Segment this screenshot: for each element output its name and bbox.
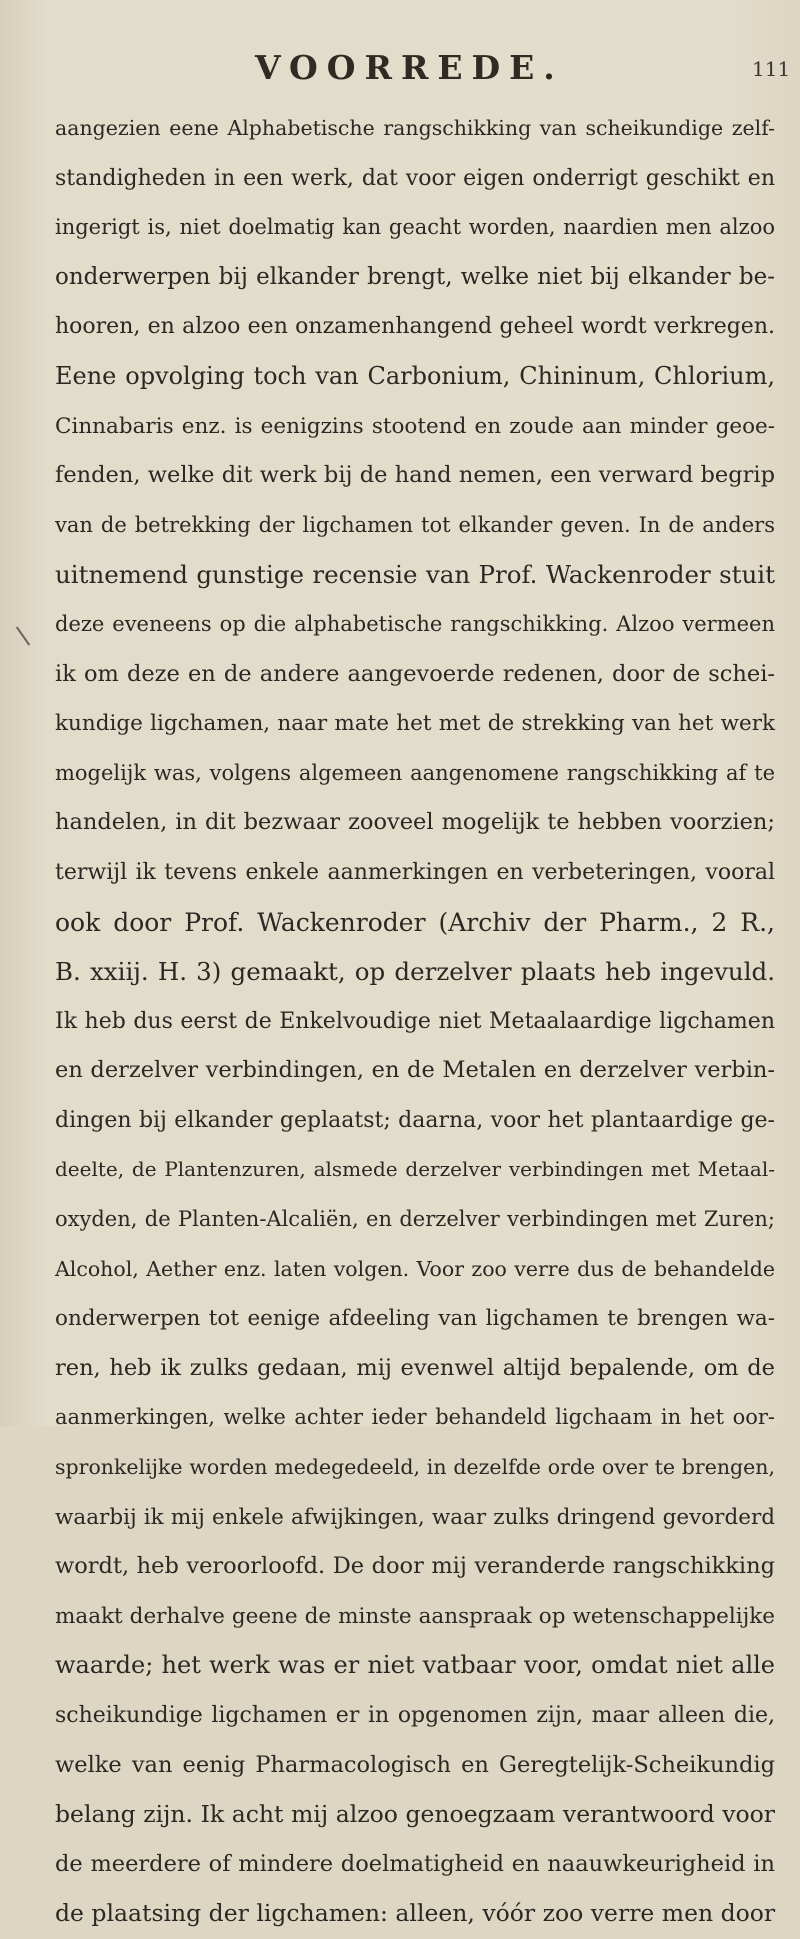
text-line: waarbij ik mij enkele afwijkingen, waar zulks dringend gevorderd — [55, 1504, 775, 1530]
text-line: de plaatsing der ligchamen: alleen, vóór zoo verre men door — [55, 1899, 776, 1928]
text-line: ook door Prof. Wackenroder (Archiv der Pharm., 2 R., — [55, 907, 775, 937]
page-header — [0, 48, 800, 88]
text-line: ik om deze en de andere aangevoerde redenen, door de schei- — [55, 660, 775, 687]
text-line: scheikundige ligchamen er in opgenomen zijn, maar alleen die, — [55, 1703, 775, 1728]
text-line: dingen bij elkander geplaatst; daarna, voor het plantaardige ge- — [55, 1107, 775, 1133]
text-line: Cinnabaris enz. is eenigzins stootend en zoude aan minder geoe- — [55, 413, 775, 439]
text-line: ingerigt is, niet doelmatig kan geacht worden, naardien men alzoo — [55, 215, 775, 240]
text-line: onderwerpen bij elkander brengt, welke niet bij elkander be- — [55, 263, 775, 290]
text-line: Eene opvolging toch van Carbonium, Chininum, Chlorium, — [55, 361, 775, 390]
text-line: welke van eenig Pharmacologisch en Geregtelijk-Scheikundig — [55, 1751, 775, 1778]
text-line: mogelijk was, volgens algemeen aangenomene rangschikking af te — [55, 760, 775, 785]
text-line: handelen, in dit bezwaar zooveel mogelijk te hebben voorzien; — [55, 809, 775, 836]
text-line: uitnemend gunstige recensie van Prof. Wackenroder stuit — [55, 560, 775, 590]
text-line: waarde; het werk was er niet vatbaar voor, omdat niet alle — [55, 1651, 775, 1680]
text-line: fenden, welke dit werk bij de hand nemen, een verward begrip — [55, 462, 775, 489]
page-number: 111 — [752, 57, 791, 81]
text-line: standigheden in een werk, dat voor eigen onderrigt geschikt en — [55, 165, 775, 191]
text-line: spronkelijke worden medegedeeld, in dezelfde orde over te brengen, — [55, 1455, 775, 1480]
text-line: wordt, heb veroorloofd. De door mij veranderde rangschikking — [55, 1553, 775, 1580]
text-line: maakt derhalve geene de minste aanspraak op wetenschappelijke — [55, 1603, 775, 1629]
body-text — [55, 104, 775, 1939]
text-line: van de betrekking der ligchamen tot elkander geven. In de anders — [55, 512, 775, 537]
text-line: deelte, de Plantenzuren, alsmede derzelver verbindingen met Metaal- — [55, 1157, 775, 1182]
text-line: oxyden, de Planten-Alcaliën, en derzelver verbindingen met Zuren; — [55, 1207, 775, 1232]
text-line: kundige ligchamen, naar mate het met de strekking van het werk — [55, 711, 775, 737]
text-line: aangezien eene Alphabetische rangschikking van scheikundige zelf- — [55, 116, 775, 140]
text-line: de meerdere of mindere doelmatigheid en naauwkeurigheid in — [55, 1850, 775, 1877]
margin-mark — [16, 626, 30, 645]
text-line: Ik heb dus eerst de Enkelvoudige niet Metaalaardige ligchamen — [55, 1008, 775, 1034]
text-line: ren, heb ik zulks gedaan, mij evenwel altijd bepalende, om de — [55, 1354, 775, 1381]
running-title: VOORREDE. — [255, 48, 564, 87]
text-line: B. xxiij. H. 3) gemaakt, op derzelver plaats heb ingevuld. — [55, 957, 775, 987]
text-line: Alcohol, Aether enz. laten volgen. Voor zoo verre dus de behandelde — [55, 1256, 775, 1281]
text-line: hooren, en alzoo een onzamenhangend geheel wordt verkregen. — [55, 314, 775, 340]
text-line: en derzelver verbindingen, en de Metalen en derzelver verbin- — [55, 1057, 775, 1084]
text-line: belang zijn. Ik acht mij alzoo genoegzaam verantwoord voor — [55, 1800, 775, 1829]
text-line: deze eveneens op die alphabetische rangschikking. Alzoo vermeen — [55, 611, 775, 636]
text-line: terwijl ik tevens enkele aanmerkingen en verbeteringen, vooral — [55, 859, 775, 885]
text-line: onderwerpen tot eenige afdeeling van ligchamen te brengen wa- — [55, 1306, 775, 1332]
text-line: aanmerkingen, welke achter ieder behandeld ligchaam in het oor- — [55, 1405, 775, 1430]
